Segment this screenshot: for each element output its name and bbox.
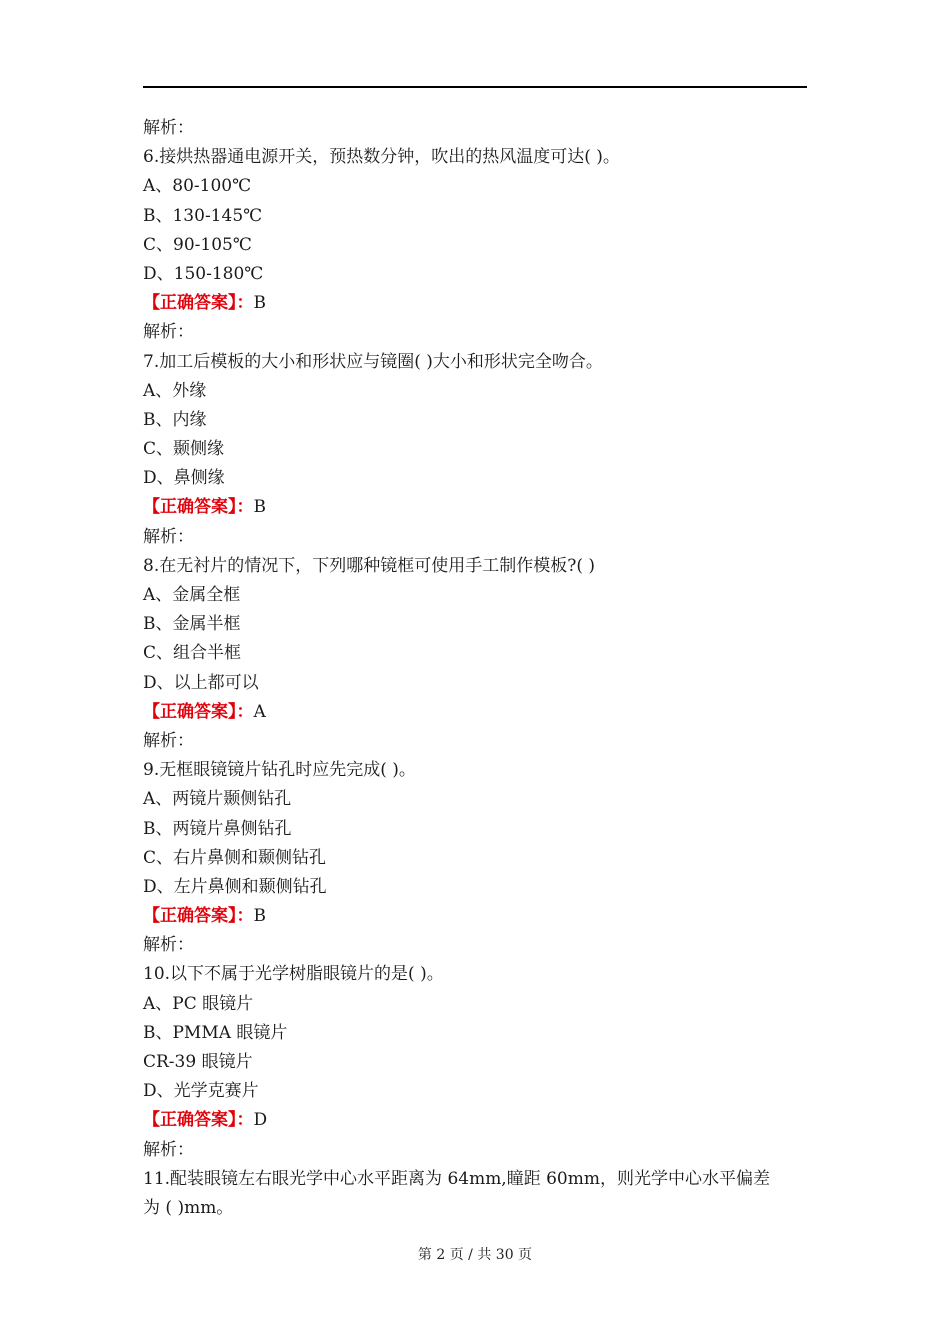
text-line: 11.配装眼镜左右眼光学中心水平距离为 64mm,瞳距 60mm，则光学中心水平偏差	[143, 1168, 770, 1189]
text-line: D、左片鼻侧和颞侧钻孔	[143, 876, 327, 897]
text-line: C、右片鼻侧和颞侧钻孔	[143, 847, 327, 868]
text-line: B、130-145℃	[143, 205, 263, 226]
text-line: CR-39 眼镜片	[143, 1052, 253, 1072]
text-line: 10.以下不属于光学树脂眼镜片的是( )。	[143, 964, 444, 985]
text-line: D、150-180℃	[143, 263, 264, 284]
correct-answer-value: B	[253, 497, 266, 518]
text-line: A、外缘	[143, 380, 207, 401]
correct-answer-label: 【正确答案】：	[143, 497, 254, 518]
correct-answer-label: 【正确答案】：	[143, 906, 254, 927]
correct-answer-line	[143, 289, 807, 318]
correct-answer-line	[143, 902, 807, 931]
page-footer: 第 2 页 / 共 30 页	[417, 1247, 533, 1263]
correct-answer-label: 【正确答案】：	[143, 1110, 254, 1131]
correct-answer-line	[143, 493, 807, 522]
header-rule	[143, 86, 807, 88]
text-line: C、90-105℃	[143, 234, 252, 255]
correct-answer-line	[143, 698, 807, 727]
text-line: 8.在无衬片的情况下，下列哪种镜框可使用手工制作模板?( )	[143, 555, 596, 576]
document-body	[143, 114, 807, 1223]
text-line: B、两镜片鼻侧钻孔	[143, 818, 292, 839]
correct-answer-value: B	[253, 906, 266, 927]
correct-answer-label: 【正确答案】：	[143, 701, 254, 722]
text-line: C、颞侧缘	[143, 439, 225, 460]
text-line: D、以上都可以	[143, 672, 259, 693]
text-line: C、组合半框	[143, 643, 242, 664]
text-line: 解析：	[143, 526, 194, 547]
text-line: B、PMMA 眼镜片	[143, 1022, 288, 1043]
correct-answer-value: D	[253, 1110, 268, 1131]
text-line: A、金属全框	[143, 585, 241, 605]
text-line: A、PC 眼镜片	[143, 993, 254, 1014]
text-line: A、80-100℃	[143, 176, 252, 197]
text-line: A、两镜片颞侧钻孔	[143, 789, 292, 810]
text-line: B、内缘	[143, 409, 207, 430]
text-line: 9.无框眼镜镜片钻孔时应先完成( )。	[143, 760, 416, 781]
text-line: 解析：	[143, 1139, 194, 1160]
text-line: B、金属半框	[143, 614, 241, 635]
text-line: 解析：	[143, 118, 194, 138]
correct-answer-line	[143, 1106, 807, 1135]
text-line: 解析：	[143, 935, 194, 956]
text-line: 为 ( )mm。	[143, 1197, 234, 1218]
correct-answer-value: B	[253, 293, 266, 314]
text-line: 7.加工后模板的大小和形状应与镜圈( )大小和形状完全吻合。	[143, 351, 603, 372]
text-line: 解析：	[143, 730, 194, 751]
text-line: D、鼻侧缘	[143, 468, 225, 489]
text-line: D、光学克赛片	[143, 1081, 259, 1102]
text-line: 解析：	[143, 322, 194, 343]
correct-answer-label: 【正确答案】：	[143, 293, 254, 314]
text-line: 6.接烘热器通电源开关，预热数分钟，吹出的热风温度可达( )。	[143, 147, 620, 168]
correct-answer-value: A	[253, 701, 266, 722]
